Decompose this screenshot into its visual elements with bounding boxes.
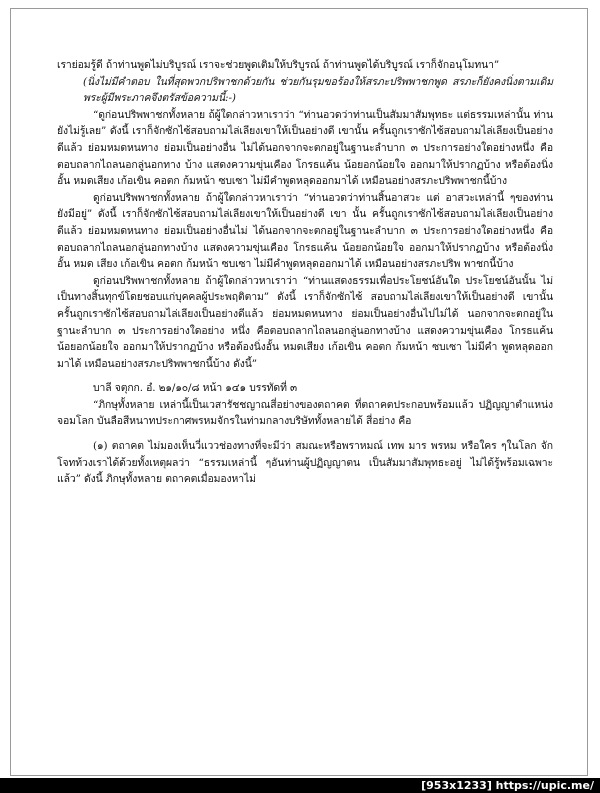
paragraph: ดูก่อนปริพพาชกทั้งหลาย ถ้าผู้ใดกล่าวหาเราว่า “ท่านอวดว่าท่านสิ้นอาสวะ แต่ อาสวะเหล่านี้ ๆของท่าน ยังมีอยู่” ดังนี้ เราก็จักซักไซ้สอบถามไล่เลียงเขาให้เป็นอย่างดี เขา นั้น ครั้นถูกเราซักไซ้สอบถามไล่เลียงเป็นอย่างดีแล้ว ย่อมหมดหนทาง ย่อมเป็นอย่างอื่นไม่ ได้นอกจากจะตกอยู่ในฐานะลำบาก ๓ ประการอย่างใดอย่างหนึ่ง คือตอบถลากไถลนอกลู่นอกทางบ้าง แสดงความขุ่นเคือง โกรธแค้น น้อยอกน้อยใจ ออกมาให้ปรากฏบ้าง หรือต้องนิ่งอั้น หมด เสียง เก้อเขิน คอตก ก้มหน้า ซบเซา ไม่มีคำพูดหลุดออกมาได้ เหมือนอย่างสรภะปริพ พาชกนี้บ้าง <box>57 191 553 271</box>
citation-reference: บาลี จตุกก. อํ. ๒๑/๑๐/๘ หน้า ๑๔๑ บรรทัดที่ ๓ <box>93 382 298 395</box>
paragraph: “ดูก่อนปริพพาชกทั้งหลาย ถ้ผู้ใดกล่าวหาเราว่า “ท่านอวดว่าท่านเป็นสัมมาสัมพุทธะ แต่ธรรมเหล่านั้น ท่านยังไม่รู้เลย” ดังนี้ เราก็จักซักไซ้สอบถามไล่เลียงเขาให้เป็นอย่างดี เขานั้น ครั้นถูกเราซักไซ้สอบถามไล่เลียงเป็นอย่างดีแล้ว ย่อมหมดหนทาง ย่อมเป็นอย่างอื่น ไม่ได้นอกจากจะตกอยู่ในฐานะลำบาก ๓ ประการอย่างใดอย่างหนึ่ง คือตอบถลากไถลนอกลู่นอกทาง บ้าง แสดงความขุ่นเคือง โกรธแค้น น้อยอกน้อยใจ ออกมาให้ปรากฏบ้าง หรือต้องนิ่งอั้น หมดเสียง เก้อเขิน คอตก ก้มหน้า ซบเซา ไม่มีคำพูดหลุดออกมาได้ เหมือนอย่างสรภะปริพพาชกนี้บ้าง <box>57 108 553 188</box>
image-host-bar <box>0 778 600 793</box>
paragraph: ดูก่อนปริพพาชกทั้งหลาย ถ้าผู้ใดกล่าวหาเราว่า “ท่านแสดงธรรมเพื่อประโยชน์อันใด ประโยชน์อันนั้น ไม่เป็นทางสิ้นทุกข์โดยชอบแก่บุคคลผู้ประพฤติตาม” ดังนี้ เราก็จักซักไซ้ สอบถามไล่เลียงเขาให้เป็นอย่างดี เขานั้น ครั้นถูกเราซักไซ้สอบถามไล่เลียงเป็นอย่างดีแล้ว ย่อมหมดหนทาง ย่อมเป็นอย่างอื่นไปไม่ได้ นอกจากจะตกอยู่ในฐานะลำบาก ๓ ประการอย่างใดอย่าง หนึ่ง คือตอบถลากไถลนอกลู่นอกทางบ้าง แสดงความขุ่นเคือง โกรธแค้น น้อยอกน้อยใจ ออกมาให้ปรากฏบ้าง หรือต้องนิ่งอั้น หมดเสียง เก้อเขิน คอตก ก้มหน้า ซบเซา ไม่มีคำ พูดหลุดออกมาได้ เหมือนอย่างสรภะปริพพาชกนี้บ้าง ดังนี้” <box>57 274 553 370</box>
document-body <box>57 57 553 488</box>
document-page <box>10 8 588 776</box>
paragraph: เราย่อมรู้ดี ถ้าท่านพูดไม่บริบูรณ์ เราจะช่วยพูดเติมให้บริบูรณ์ ถ้าท่านพูดได้บริบูรณ์ เราก็จักอนุโมทนา” <box>57 59 500 71</box>
image-host-caption: [953x1233] https://upic.me/ <box>421 779 594 792</box>
paragraph: (๑) ตถาคต ไม่มองเห็นวี่แววช่องทางที่จะมีว่า สมณะหรือพราหมณ์ เทพ มาร พรหม หรือใคร ๆในโลก จักโจทท้วงเราได้ด้วยทั้งเหตุผลว่า “ธรรมเหล่านี้ ๆอันท่านผู้ปฏิญญาตน เป็นสัมมาสัมพุทธะอยู่ ไม่ได้รู้พร้อมเฉพาะแล้ว” ดังนี้ ภิกษุทั้งหลาย ตถาคตเมื่อมองหาไม่ <box>57 440 553 486</box>
narration-paragraph: (นิ่งไม่มีคำตอบ ในที่สุดพวกปริพาชกด้วยกัน ช่วยกันรุมขอร้องให้สรภะปริพพาชกพูด สรภะก็ยังคงนิ่งตามเดิม พระผู้มีพระภาคจึงตรัสข้อความนี้:-) <box>83 75 553 105</box>
paragraph: “ภิกษุทั้งหลาย เหล่านี้เป็นเวสารัชชญาณสี่อย่างของตถาคต ที่ตถาคตประกอบพร้อมแล้ว ปฏิญญาตำแหน่งจอมโลก บันลือสีหนาทประกาศพรหมจักรในท่ามกลางบริษัททั้งหลายได้ สี่อย่าง คือ <box>57 398 553 428</box>
